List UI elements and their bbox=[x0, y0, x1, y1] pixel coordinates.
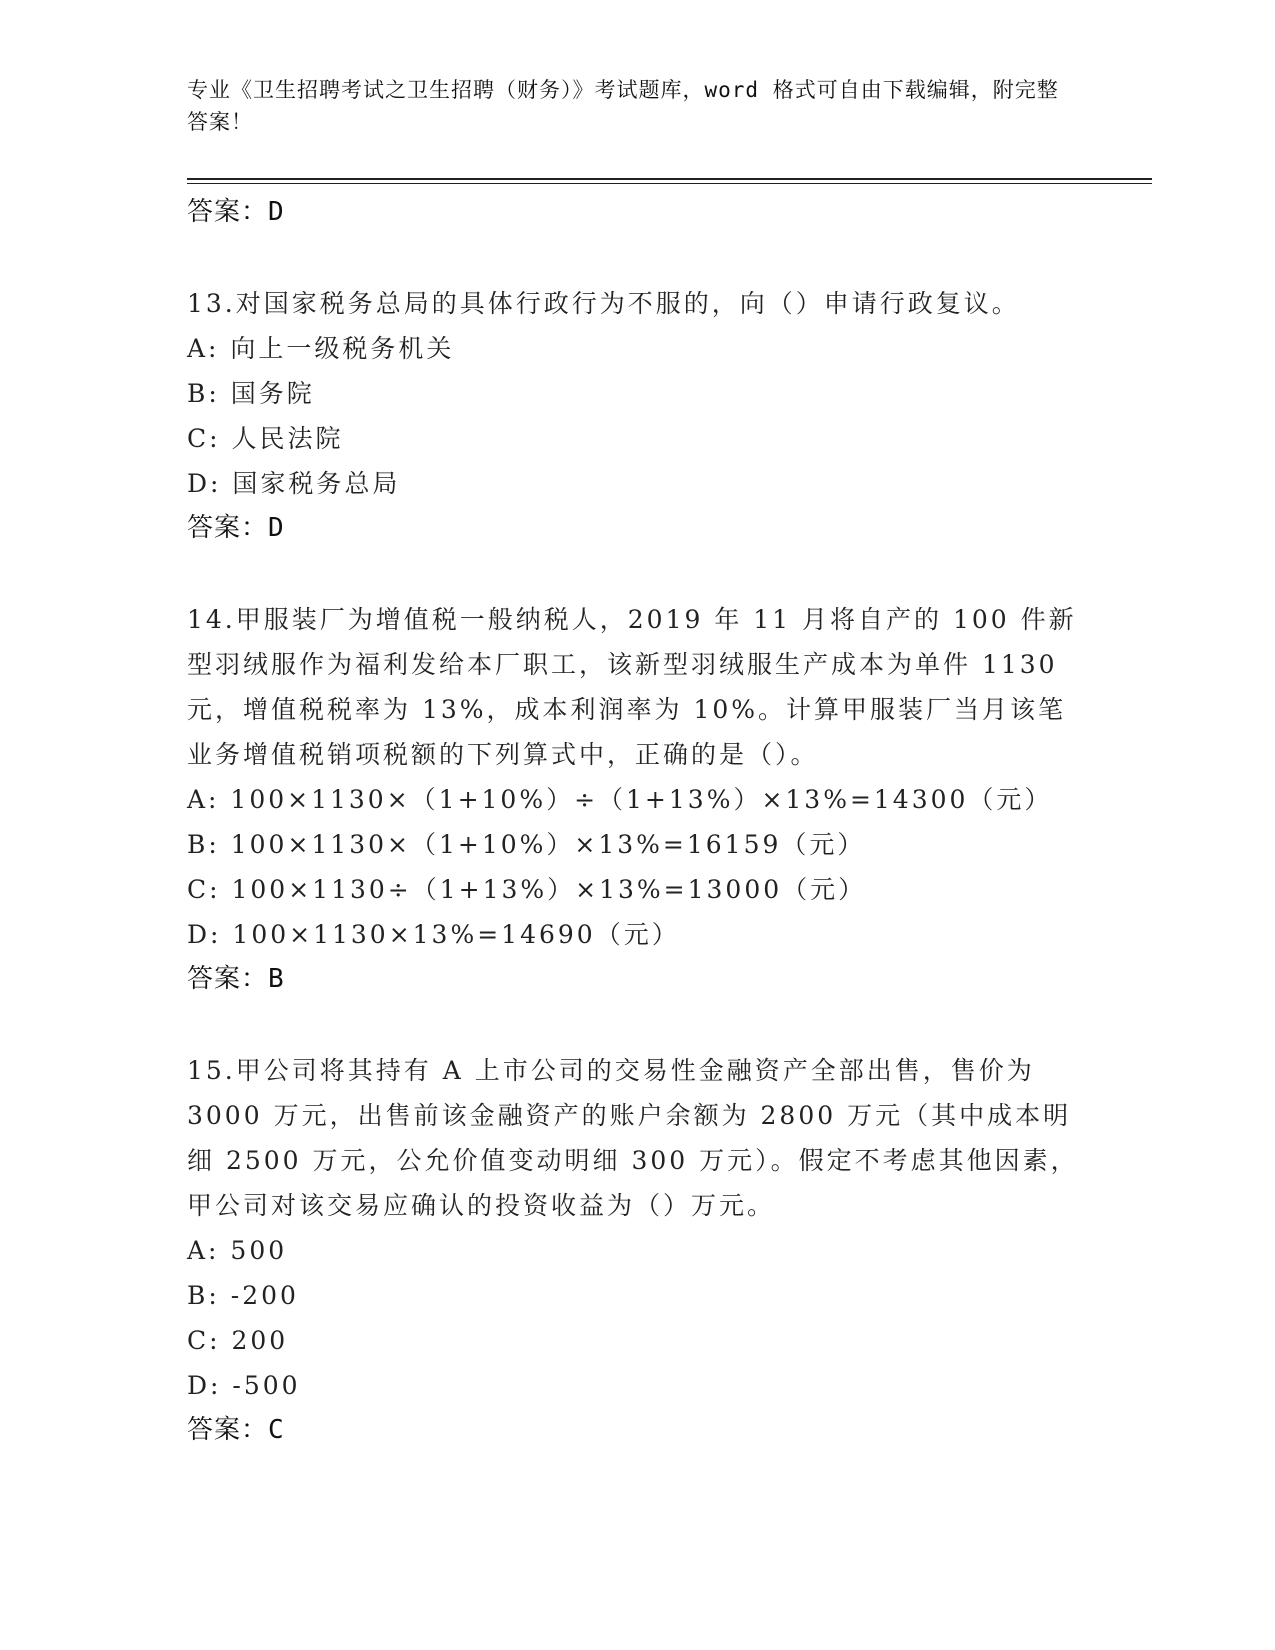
question-text: 13.对国家税务总局的具体行政行为不服的，向（）申请行政复议。 bbox=[187, 289, 1020, 318]
option-b: B: 100×1130×（1+10%）×13%=16159（元） bbox=[187, 830, 866, 859]
spacer bbox=[187, 235, 1087, 281]
question-list bbox=[187, 190, 1087, 1453]
page-header: 专业《卫生招聘考试之卫生招聘（财务）》考试题库，word 格式可自由下载编辑，附完整答案！ bbox=[187, 78, 1059, 134]
question-14 bbox=[187, 597, 1087, 1002]
option-b: B: 国务院 bbox=[187, 379, 315, 408]
option-a: A: 500 bbox=[187, 1236, 288, 1265]
option-d: D: -500 bbox=[187, 1371, 301, 1400]
option-a: A: 100×1130×（1+10%）÷（1+13%）×13%=14300（元） bbox=[187, 785, 1053, 814]
header-divider-thin bbox=[187, 183, 1152, 184]
answer: 答案：D bbox=[187, 513, 285, 543]
option-c: C: 200 bbox=[187, 1326, 289, 1355]
option-c: C: 100×1130÷（1+13%）×13%=13000（元） bbox=[187, 875, 867, 904]
header-divider bbox=[187, 178, 1152, 180]
spacer bbox=[187, 551, 1087, 597]
answer: 答案：C bbox=[187, 1415, 285, 1445]
question-text: 15.甲公司将其持有 A 上市公司的交易性金融资产全部出售，售价为 3000 万元，出售前该金融资产的账户余额为 2800 万元（其中成本明细 2500 万元，公允价值变动明细 300 万元）。假定不考虑其他因素，甲公司对该交易应确认的投资收益为（）万元。 bbox=[187, 1056, 1079, 1220]
option-a: A: 向上一级税务机关 bbox=[187, 334, 455, 363]
option-d: D: 国家税务总局 bbox=[187, 469, 401, 498]
option-d: D: 100×1130×13%=14690（元） bbox=[187, 920, 680, 949]
option-c: C: 人民法院 bbox=[187, 424, 344, 453]
previous-answer: 答案：D bbox=[187, 197, 285, 227]
option-b: B: -200 bbox=[187, 1281, 299, 1310]
question-13 bbox=[187, 281, 1087, 551]
answer: 答案：B bbox=[187, 964, 285, 994]
spacer bbox=[187, 1002, 1087, 1048]
question-text: 14.甲服装厂为增值税一般纳税人，2019 年 11 月将自产的 100 件新型羽绒服作为福利发给本厂职工，该新型羽绒服生产成本为单件 1130 元，增值税税率为 13%，成本利润率为 10%。计算甲服装厂当月该笔业务增值税销项税额的下列算式中，正确的是（）。 bbox=[187, 605, 1077, 769]
question-15 bbox=[187, 1048, 1087, 1453]
